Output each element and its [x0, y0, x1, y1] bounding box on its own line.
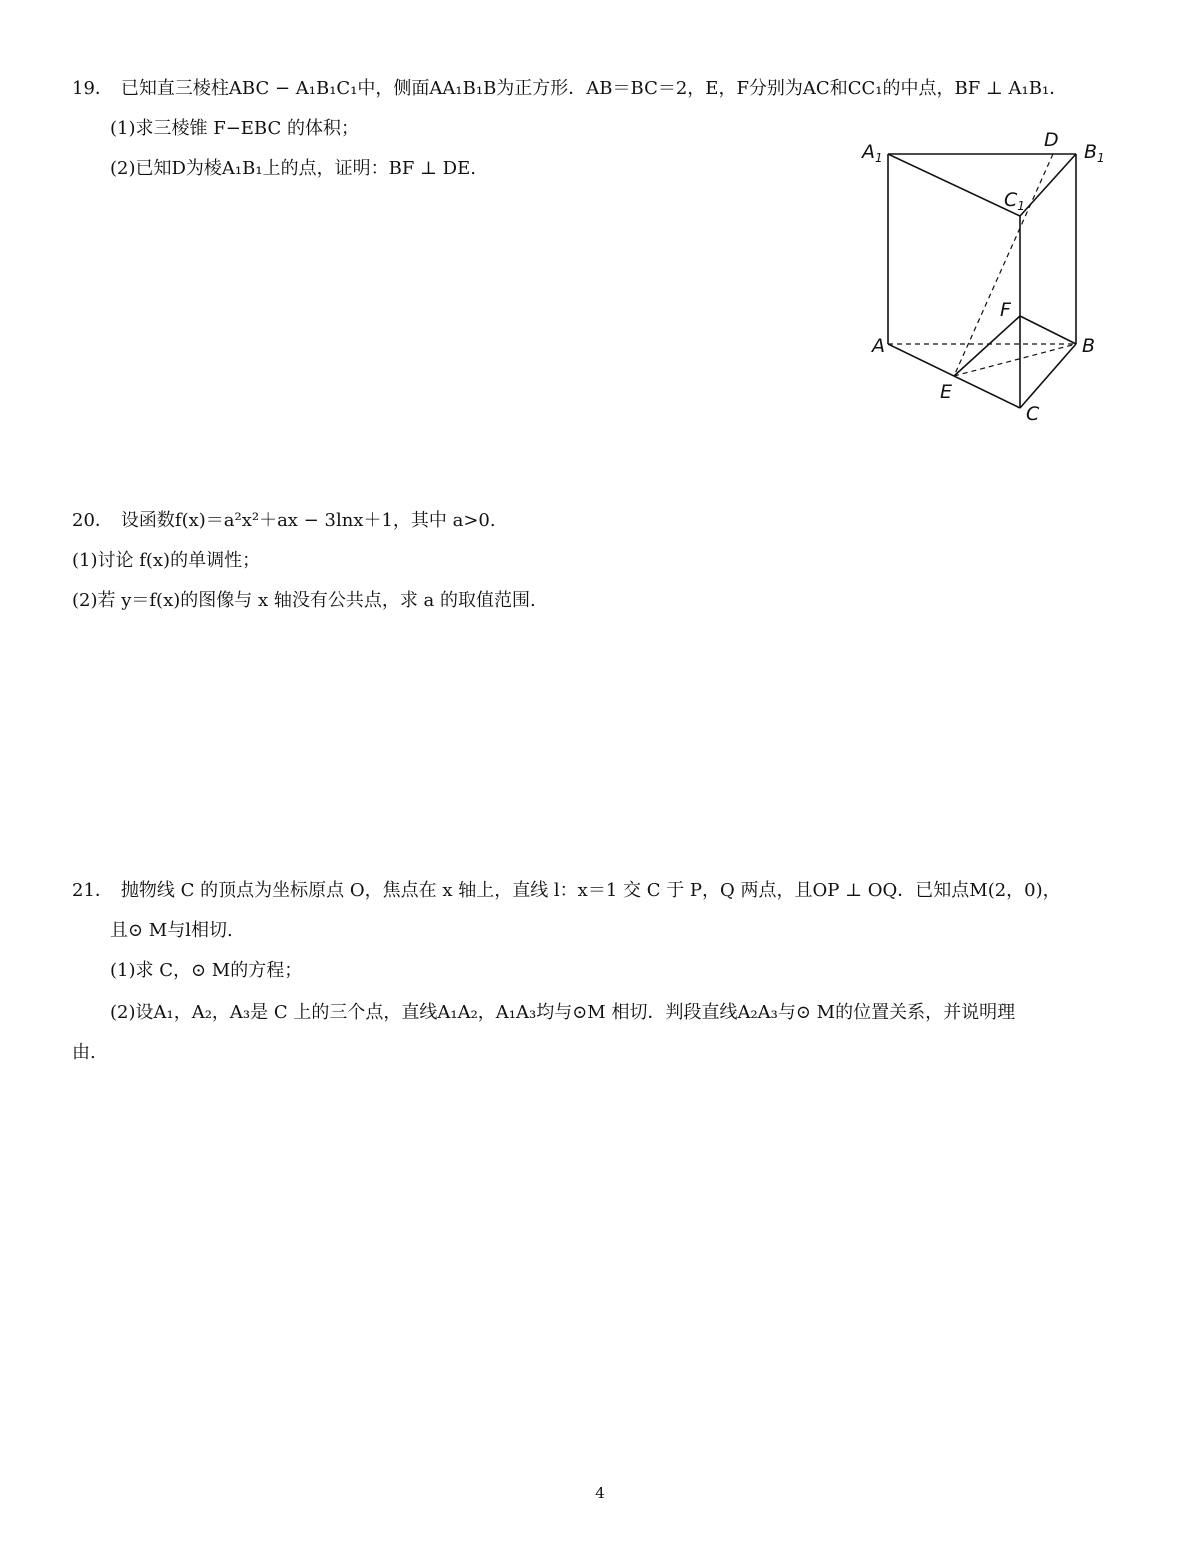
problem-21-part1: (1)求 C，⊙ M的方程； — [110, 960, 303, 981]
problem-19-part1: (1)求三棱锥 F−EBC 的体积； — [110, 118, 359, 139]
label-b: B — [1082, 335, 1096, 357]
label-a: A — [872, 335, 885, 357]
problem-21-stem-text: 抛物线 C 的顶点为坐标原点 O，焦点在 x 轴上，直线 l：x＝1 交 C 于 P，Q 两点，且OP ⊥ OQ．已知点M(2，0)， — [120, 880, 1061, 901]
prism-figure — [860, 126, 1130, 432]
hidden-segment-d-e — [954, 154, 1053, 376]
problem-19-number: 19． — [72, 78, 113, 99]
edge-c-b — [1020, 344, 1076, 408]
label-f: F — [1000, 299, 1011, 321]
problem-20-part1: (1)讨论 f(x)的单调性； — [72, 550, 261, 571]
segment-f-b — [1020, 316, 1076, 344]
problem-21-part2-line2: 由. — [72, 1042, 96, 1063]
label-a1: $A_1$ — [862, 141, 883, 165]
segment-e-f — [954, 316, 1020, 376]
edge-a1-c1 — [888, 154, 1020, 216]
problem-21-stem-line1 — [72, 878, 1061, 904]
problem-21-part2-line1: (2)设A₁，A₂，A₃是 C 上的三个点，直线A₁A₂，A₁A₃均与⊙M 相切．判段直线A₂A₃与⊙ M的位置关系，并说明理 — [110, 1002, 1016, 1023]
problem-20-number: 20． — [72, 510, 113, 531]
edge-c1-b1 — [1020, 154, 1076, 216]
label-d: D — [1044, 129, 1059, 151]
label-b1: $B_1$ — [1084, 141, 1105, 165]
problem-20-stem-text: 设函数f(x)＝a²x²＋ax − 3lnx＋1，其中 a>0. — [120, 510, 496, 531]
label-c: C — [1026, 403, 1040, 425]
problem-19-stem-text: 已知直三棱柱ABC − A₁B₁C₁中，侧面AA₁B₁B为正方形．AB＝BC＝2，E，F分别为AC和CC₁的中点，BF ⊥ A₁B₁． — [120, 78, 1068, 99]
page-number: 4 — [595, 1484, 605, 1502]
problem-20-part2: (2)若 y＝f(x)的图像与 x 轴没有公共点，求 a 的取值范围. — [72, 590, 536, 611]
problem-19-part2: (2)已知D为棱A₁B₁上的点，证明：BF ⊥ DE. — [110, 158, 476, 179]
problem-20-stem — [72, 508, 496, 534]
label-e: E — [940, 381, 953, 403]
problem-21-number: 21． — [72, 880, 113, 901]
problem-19-stem — [72, 76, 1067, 102]
label-c1: $C_1$ — [1004, 189, 1025, 213]
problem-21-stem-line2: 且⊙ M与l相切. — [110, 920, 233, 941]
